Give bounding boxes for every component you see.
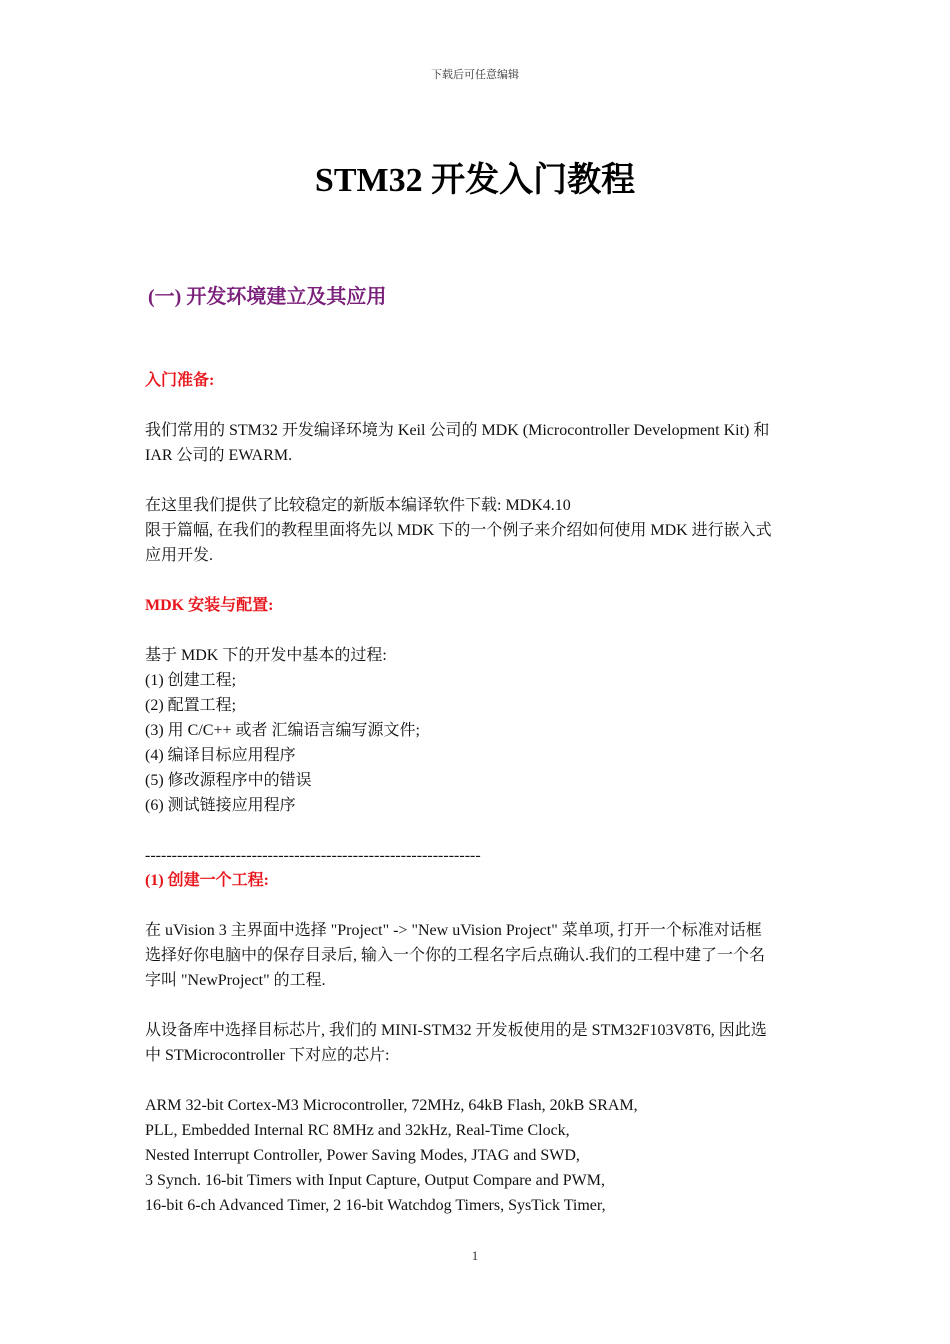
create-project-heading: (1) 创建一个工程:	[145, 872, 269, 889]
mdk-intro: 基于 MDK 下的开发中基本的过程:	[145, 647, 387, 664]
create-paragraph-2-line-2: 中 STMicrocontroller 下对应的芯片:	[145, 1047, 390, 1064]
create-paragraph-1-line-3: 字叫 "NewProject" 的工程.	[145, 972, 326, 989]
list-item: (6) 测试链接应用程序	[145, 797, 296, 814]
list-item: (5) 修改源程序中的错误	[145, 772, 312, 789]
spec-line: Nested Interrupt Controller, Power Saving Modes, JTAG and SWD,	[145, 1147, 580, 1164]
prep-paragraph-2-line-2: 限于篇幅, 在我们的教程里面将先以 MDK 下的一个例子来介绍如何使用 MDK 进行嵌入式	[145, 522, 772, 539]
spec-line: 16-bit 6-ch Advanced Timer, 2 16-bit Watchdog Timers, SysTick Timer,	[145, 1197, 606, 1214]
spec-line: ARM 32-bit Cortex-M3 Microcontroller, 72MHz, 64kB Flash, 20kB SRAM,	[145, 1097, 638, 1114]
list-item: (4) 编译目标应用程序	[145, 747, 296, 764]
dashed-divider: ---------------------------------------------------------------	[145, 847, 481, 864]
prep-paragraph-1-line-1: 我们常用的 STM32 开发编译环境为 Keil 公司的 MDK (Microcontroller Development Kit) 和	[145, 422, 770, 439]
list-item: (3) 用 C/C++ 或者 汇编语言编写源文件;	[145, 722, 420, 739]
mdk-heading: MDK 安装与配置:	[145, 597, 274, 614]
create-paragraph-1-line-2: 选择好你电脑中的保存目录后, 输入一个你的工程名字后点确认.我们的工程中建了一个名	[145, 947, 766, 964]
list-item: (1) 创建工程;	[145, 672, 237, 689]
prep-paragraph-1-line-2: IAR 公司的 EWARM.	[145, 447, 293, 464]
section-heading: (一) 开发环境建立及其应用	[148, 286, 387, 308]
page-header: 下载后可任意编辑	[431, 69, 519, 81]
spec-line: PLL, Embedded Internal RC 8MHz and 32kHz, Real-Time Clock,	[145, 1122, 570, 1139]
list-item: (2) 配置工程;	[145, 697, 237, 714]
document-body	[145, 368, 810, 1218]
page-number: 1	[471, 1248, 479, 1263]
spec-line: 3 Synch. 16-bit Timers with Input Capture, Output Compare and PWM,	[145, 1172, 605, 1189]
prep-paragraph-2-line-1: 在这里我们提供了比较稳定的新版本编译软件下载: MDK4.10	[145, 497, 571, 514]
document-title: STM32 开发入门教程	[314, 162, 636, 199]
create-paragraph-2-line-1: 从设备库中选择目标芯片, 我们的 MINI-STM32 开发板使用的是 STM32F103V8T6, 因此选	[145, 1022, 767, 1039]
create-paragraph-1-line-1: 在 uVision 3 主界面中选择 "Project" -> "New uVision Project" 菜单项, 打开一个标准对话框	[145, 922, 762, 939]
prep-paragraph-2-line-3: 应用开发.	[145, 547, 214, 564]
prep-heading: 入门准备:	[145, 372, 215, 389]
